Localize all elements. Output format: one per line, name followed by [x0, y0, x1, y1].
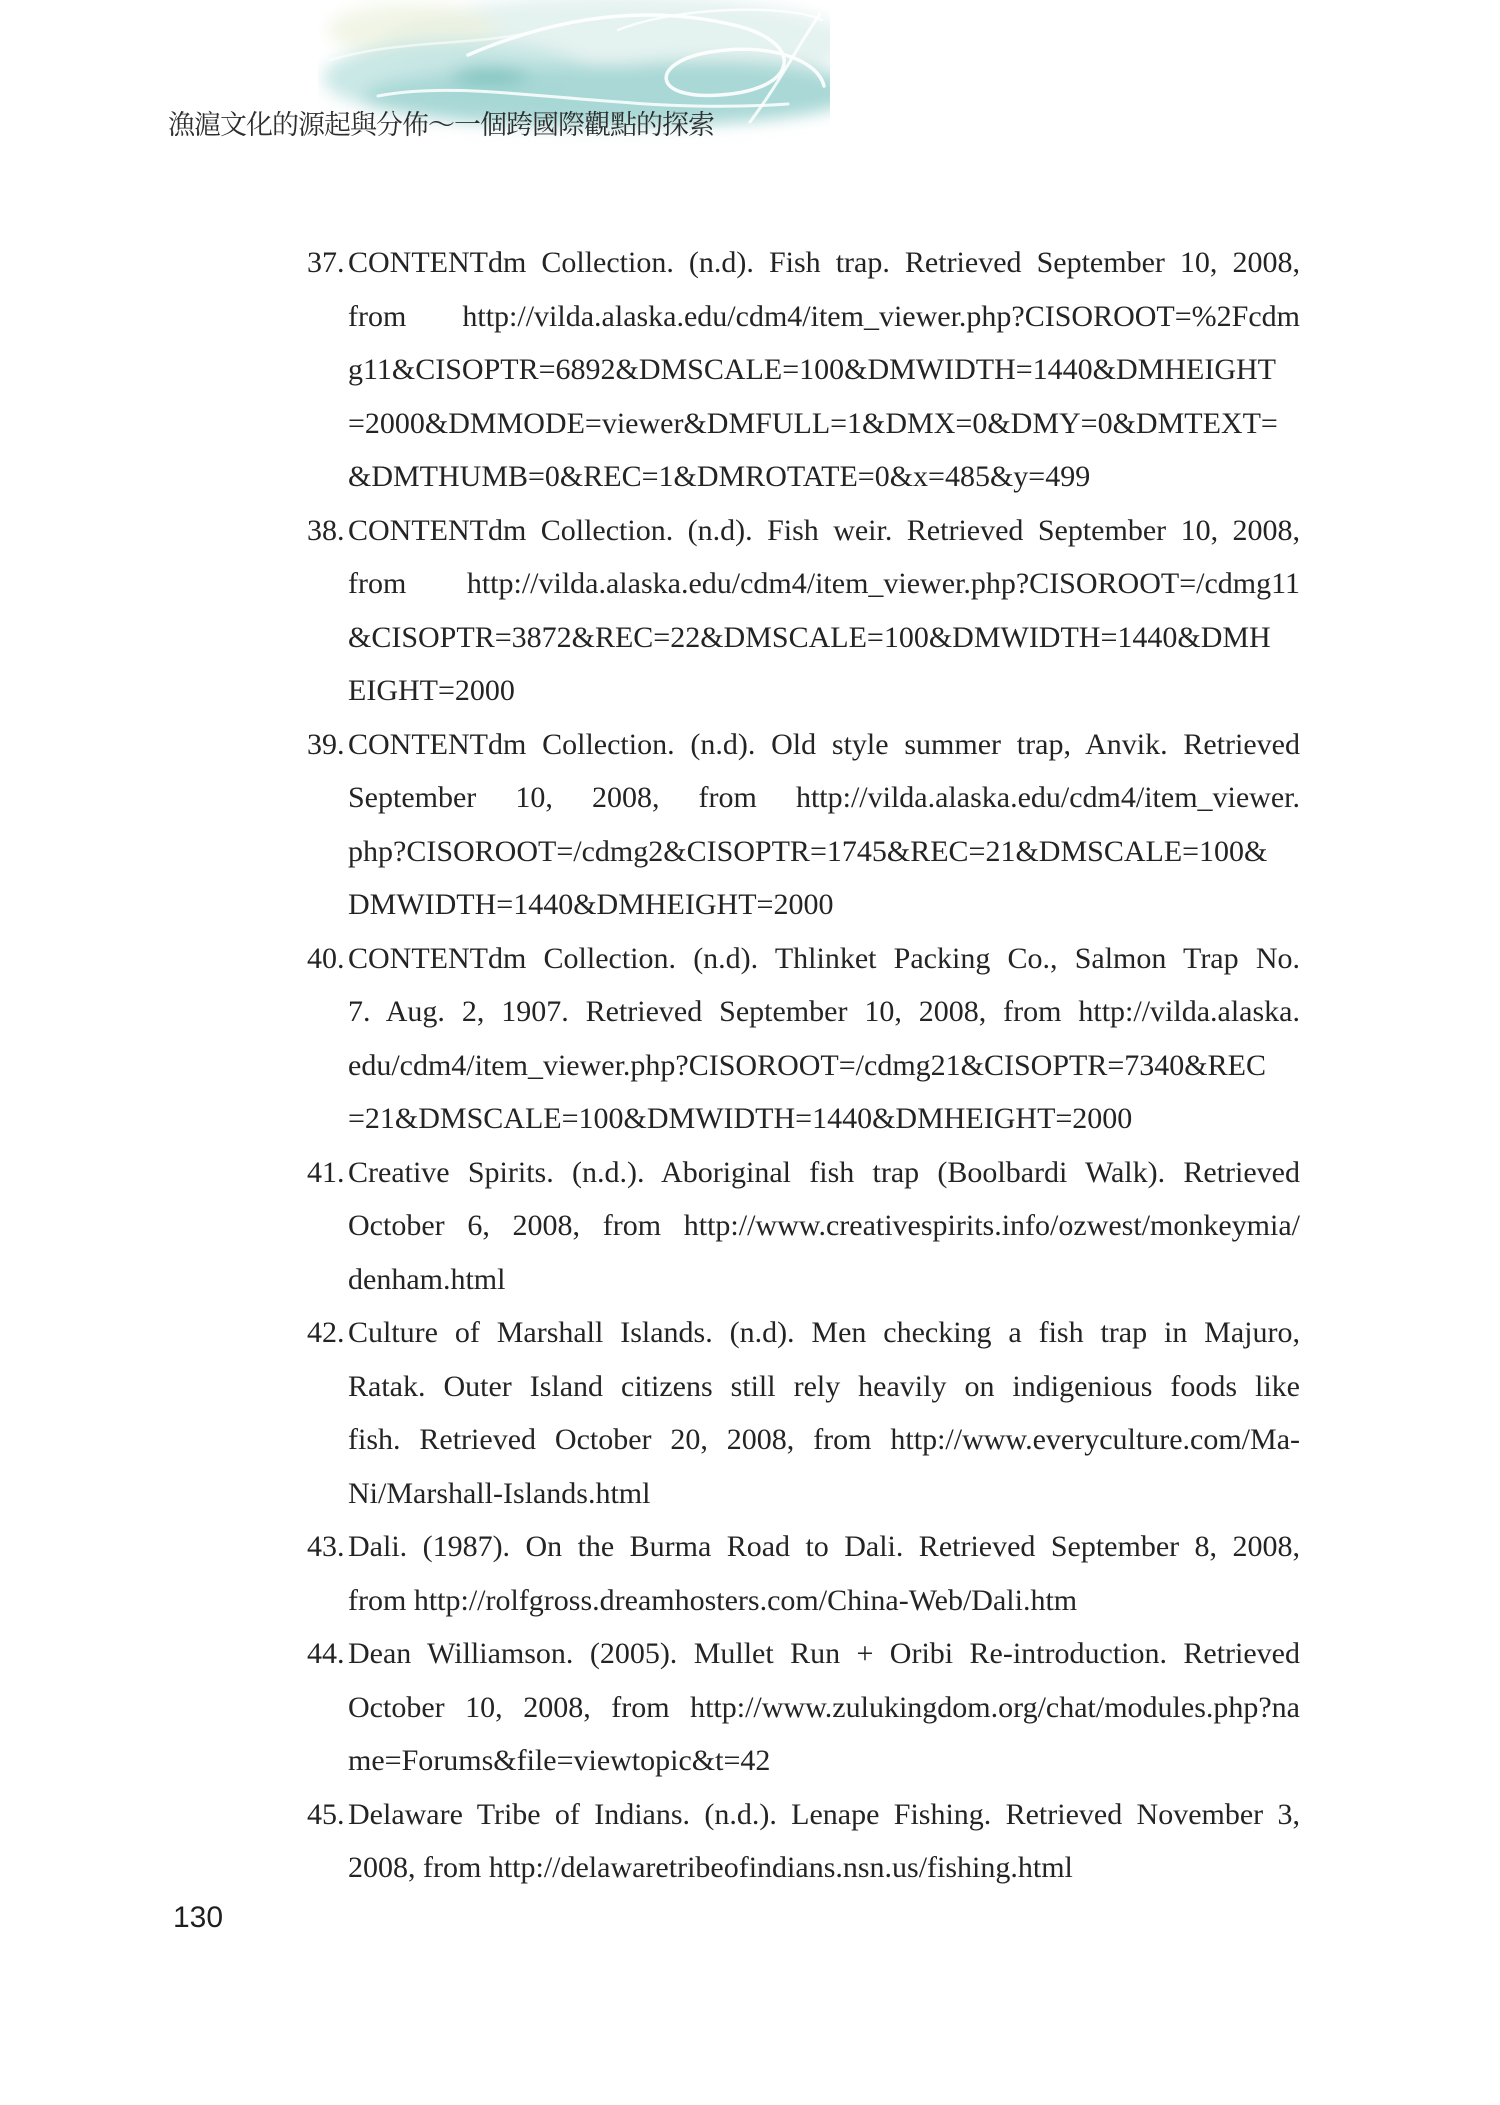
reference-line: Ni/Marshall-Islands.html	[348, 1476, 651, 1510]
reference-line: October 6, 2008, from http://www.creativespirits.info/ozwest/monkeymia/	[348, 1209, 1300, 1242]
reference-item	[307, 1788, 1300, 1895]
reference-number: 43.	[307, 1530, 345, 1563]
reference-body	[348, 504, 1300, 718]
reference-line: EIGHT=2000	[348, 674, 515, 707]
reference-number: 42.	[307, 1316, 345, 1349]
reference-line: Culture of Marshall Islands. (n.d). Men checking a fish trap in Majuro,	[348, 1316, 1300, 1349]
page-header-title: 漁滬文化的源起與分佈～一個跨國際觀點的探索	[168, 110, 714, 140]
reference-body	[348, 1627, 1300, 1788]
reference-line: =2000&DMMODE=viewer&DMFULL=1&DMX=0&DMY=0&DMTEXT=	[348, 406, 1278, 440]
page-header	[0, 0, 1500, 175]
reference-line: denham.html	[348, 1262, 506, 1296]
reference-body	[348, 1306, 1300, 1520]
reference-number: 39.	[307, 727, 345, 761]
reference-number: 40.	[307, 941, 345, 975]
reference-line: September 10, 2008, from http://vilda.alaska.edu/cdm4/item_viewer.	[348, 781, 1300, 814]
reference-item	[307, 1306, 1300, 1520]
reference-line: Creative Spirits. (n.d.). Aboriginal fish trap (Boolbardi Walk). Retrieved	[348, 1155, 1300, 1189]
reference-line: CONTENTdm Collection. (n.d). Fish trap. Retrieved September 10, 2008,	[348, 246, 1300, 279]
reference-line: DMWIDTH=1440&DMHEIGHT=2000	[348, 888, 834, 921]
reference-item	[307, 236, 1300, 504]
reference-item	[307, 1520, 1300, 1627]
reference-item	[307, 1146, 1300, 1307]
reference-body	[348, 1788, 1300, 1895]
reference-line: October 10, 2008, from http://www.zulukingdom.org/chat/modules.php?na	[348, 1690, 1300, 1724]
reference-line: CONTENTdm Collection. (n.d). Thlinket Packing Co., Salmon Trap No.	[348, 941, 1300, 975]
reference-item	[307, 932, 1300, 1146]
reference-line: php?CISOROOT=/cdmg2&CISOPTR=1745&REC=21&DMSCALE=100&	[348, 834, 1268, 868]
reference-number: 41.	[307, 1155, 345, 1189]
reference-line: edu/cdm4/item_viewer.php?CISOROOT=/cdmg21&CISOPTR=7340&REC	[348, 1048, 1266, 1082]
reference-body	[348, 932, 1300, 1146]
reference-list	[307, 236, 1300, 1895]
reference-number: 37.	[307, 246, 345, 279]
reference-line: Dali. (1987). On the Burma Road to Dali. Retrieved September 8, 2008,	[348, 1530, 1300, 1563]
reference-body	[348, 718, 1300, 932]
reference-body	[348, 1146, 1300, 1307]
reference-number: 44.	[307, 1637, 345, 1670]
reference-line: CONTENTdm Collection. (n.d). Old style summer trap, Anvik. Retrieved	[348, 727, 1300, 761]
reference-line: 2008, from http://delawaretribeofindians.nsn.us/fishing.html	[348, 1851, 1073, 1884]
reference-line: &DMTHUMB=0&REC=1&DMROTATE=0&x=485&y=499	[348, 460, 1091, 493]
reference-line: fish. Retrieved October 20, 2008, from http://www.everyculture.com/Ma-	[348, 1423, 1300, 1456]
reference-line: from http://vilda.alaska.edu/cdm4/item_viewer.php?CISOROOT=%2Fcdm	[348, 299, 1300, 333]
reference-item	[307, 1627, 1300, 1788]
watercolor-island-blob	[452, 66, 528, 86]
reference-body	[348, 236, 1300, 504]
reference-line: from http://vilda.alaska.edu/cdm4/item_viewer.php?CISOROOT=/cdmg11	[348, 567, 1300, 600]
reference-body	[348, 1520, 1300, 1627]
reference-line: =21&DMSCALE=100&DMWIDTH=1440&DMHEIGHT=2000	[348, 1102, 1133, 1135]
page-number: 130	[173, 1901, 224, 1934]
reference-item	[307, 718, 1300, 932]
reference-line: g11&CISOPTR=6892&DMSCALE=100&DMWIDTH=1440&DMHEIGHT	[348, 353, 1276, 386]
reference-number: 38.	[307, 513, 345, 547]
reference-line: CONTENTdm Collection. (n.d). Fish weir. Retrieved September 10, 2008,	[348, 513, 1300, 547]
reference-item	[307, 504, 1300, 718]
reference-line: from http://rolfgross.dreamhosters.com/China-Web/Dali.htm	[348, 1583, 1078, 1617]
reference-line: me=Forums&file=viewtopic&t=42	[348, 1744, 771, 1777]
reference-line: Dean Williamson. (2005). Mullet Run + Oribi Re-introduction. Retrieved	[348, 1637, 1300, 1670]
reference-line: Ratak. Outer Island citizens still rely heavily on indigenious foods like	[348, 1369, 1300, 1403]
reference-line: &CISOPTR=3872&REC=22&DMSCALE=100&DMWIDTH=1440&DMH	[348, 620, 1271, 654]
reference-line: 7. Aug. 2, 1907. Retrieved September 10, 2008, from http://vilda.alaska.	[348, 995, 1300, 1028]
reference-line: Delaware Tribe of Indians. (n.d.). Lenape Fishing. Retrieved November 3,	[348, 1797, 1300, 1831]
reference-number: 45.	[307, 1797, 345, 1831]
